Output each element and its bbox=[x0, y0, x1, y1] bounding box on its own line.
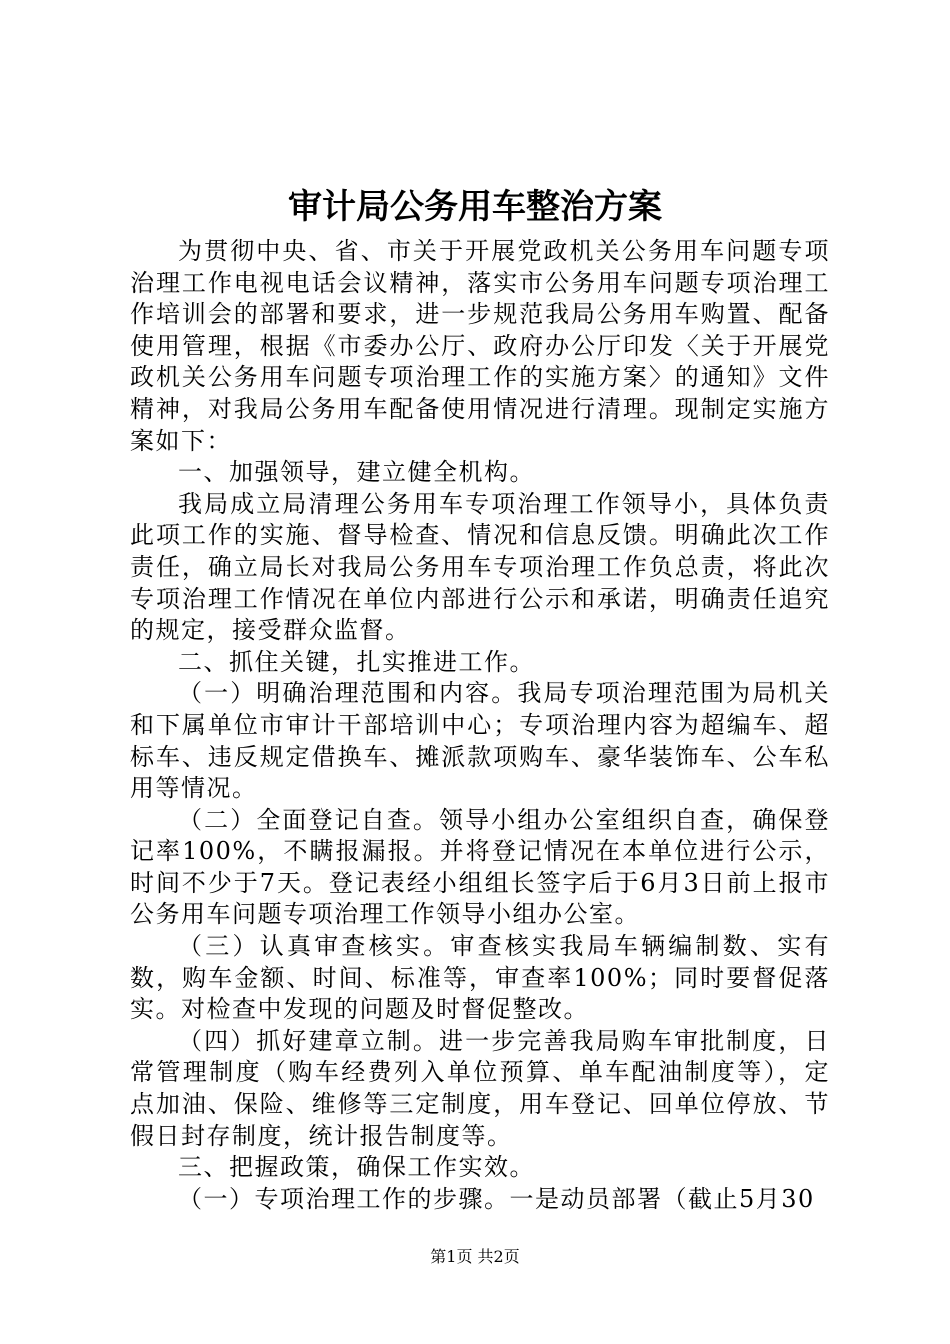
section-2-item-2: （二）全面登记自查。领导小组办公室组织自查，确保登记率100%，不瞒报漏报。并将登记情况在本单位进行公示，时间不少于7天。登记表经小组组长签字后于6月3日前上报市公务用车问题专项治理工作领导小组办公室。 bbox=[130, 805, 830, 929]
section-heading-3: 三、把握政策，确保工作实效。 bbox=[178, 1153, 535, 1182]
intro-paragraph: 为贯彻中央、省、市关于开展党政机关公务用车问题专项治理工作电视电话会议精神，落实市公务用车问题专项治理工作培训会的部署和要求，进一步规范我局公务用车购置、配备使用管理，根据《市委办公厅、政府办公厅印发〈关于开展党政机关公务用车问题专项治理工作的实施方案〉的通知》文件精神，对我局公务用车配备使用情况进行清理。现制定实施方案如下： bbox=[130, 237, 830, 455]
section-heading-2: 二、抓住关键，扎实推进工作。 bbox=[178, 647, 535, 676]
section-1-paragraph: 我局成立局清理公务用车专项治理工作领导小，具体负责此项工作的实施、督导检查、情况和信息反馈。明确此次工作责任，确立局长对我局公务用车专项治理工作负总责，将此次专项治理工作情况在单位内部进行公示和承诺，明确责任追究的规定，接受群众监督。 bbox=[130, 489, 830, 645]
section-3-item-1: （一）专项治理工作的步骤。一是动员部署（截止5月30 bbox=[178, 1184, 815, 1213]
document-body bbox=[130, 236, 830, 1215]
section-2-item-4: （四）抓好建章立制。进一步完善我局购车审批制度，日常管理制度（购车经费列入单位预算、单车配油制度等），定点加油、保险、维修等三定制度，用车登记、回单位停放、节假日封存制度，统计报告制度等。 bbox=[130, 1026, 830, 1150]
page-title: 审计局公务用车整治方案 bbox=[288, 187, 662, 227]
section-2-item-1: （一）明确治理范围和内容。我局专项治理范围为局机关和下属单位市审计干部培训中心；专项治理内容为超编车、超标车、违反规定借换车、摊派款项购车、豪华装饰车、公车私用等情况。 bbox=[130, 679, 830, 803]
page-footer: 第1页 共2页 bbox=[430, 1247, 520, 1266]
section-heading-1: 一、加强领导，建立健全机构。 bbox=[178, 458, 535, 487]
section-2-item-3: （三）认真审查核实。审查核实我局车辆编制数、实有数，购车金额、时间、标准等，审查率100%；同时要督促落实。对检查中发现的问题及时督促整改。 bbox=[130, 932, 830, 1024]
